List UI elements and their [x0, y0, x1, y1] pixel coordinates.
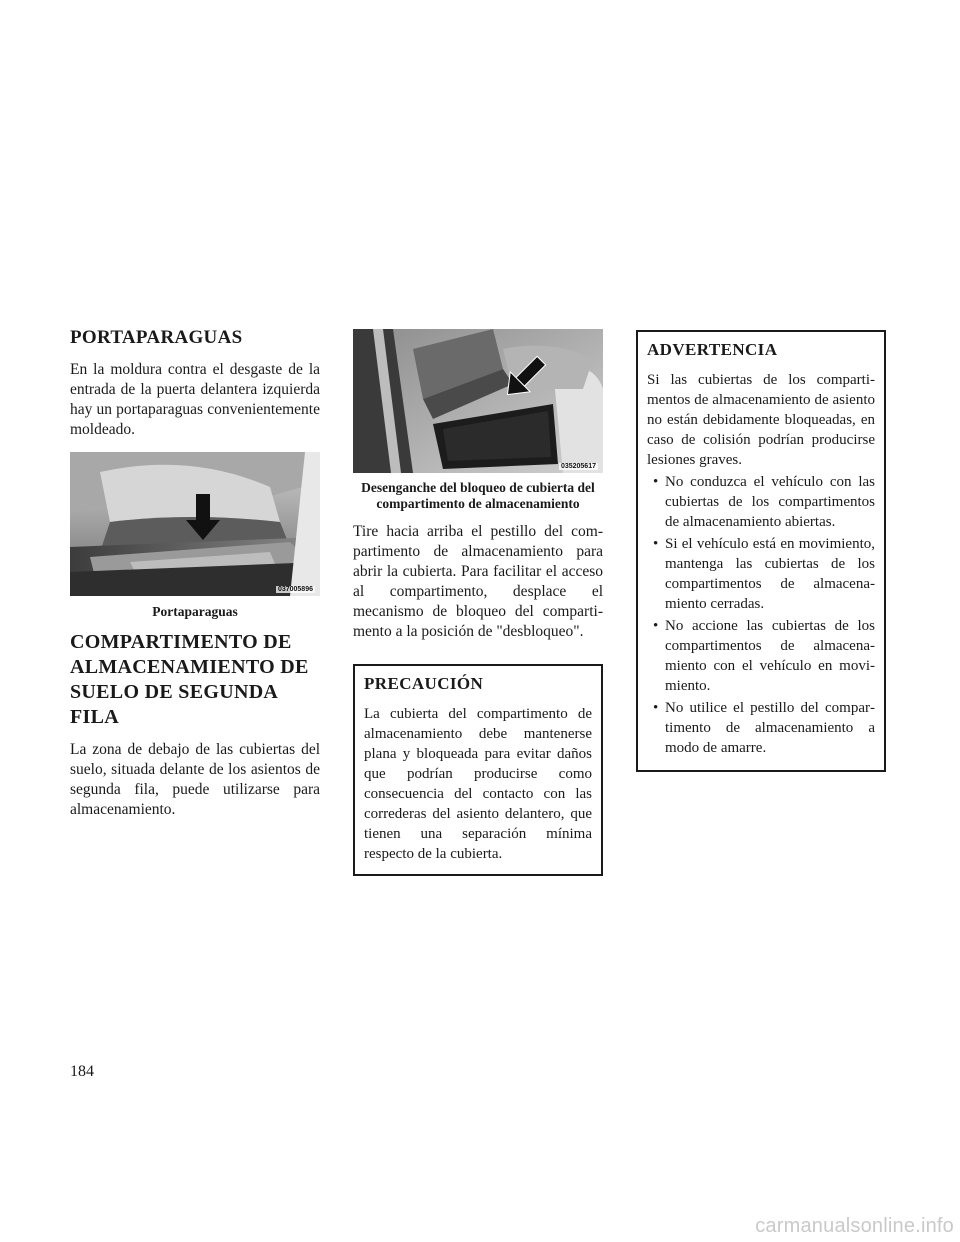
figure-umbrella-holder: [70, 452, 320, 596]
list-item: • No utilice el pestillo del compartimento de almacenamiento a modo de amarre.: [653, 700, 875, 756]
warning-title: ADVERTENCIA: [647, 340, 778, 359]
caution-title: PRECAUCIÓN: [364, 674, 484, 693]
warning-intro: Si las cubiertas de los compartimentos de almacenamiento de asiento no están debidamente bloqueadas, en caso de colisión podrían producirse lesiones graves.: [647, 372, 875, 468]
column-middle: [353, 326, 603, 876]
bullet-icon: •: [653, 474, 659, 490]
paragraph-portaparaguas: En la moldura contra el desgaste de la entrada de la puerta delantera izquierda hay un portaparaguas convenientemente moldeado.: [70, 361, 320, 438]
umbrella-holder-photo: [70, 452, 320, 596]
column-left: [70, 326, 320, 820]
figure-code: 037005896: [277, 586, 313, 593]
heading-portaparaguas: PORTAPARAGUAS: [70, 327, 243, 348]
figure-code: 035205617: [560, 463, 596, 470]
figure-storage-latch: [353, 329, 603, 473]
list-item: • No conduzca el vehículo con las cubiertas de los compartimentos de almacenamiento abiertas.: [653, 474, 875, 530]
storage-latch-photo: [353, 329, 603, 473]
warning-box: [636, 330, 886, 772]
paragraph-compartimento: La zona de debajo de las cubiertas del suelo, situada delante de los asientos de segunda fila, puede utilizarse para almacenamiento.: [70, 741, 320, 818]
caption-portaparaguas: Portaparaguas: [152, 604, 238, 619]
paragraph-pestillo: Tire hacia arriba el pestillo del compartimento de almacenamiento para abrir la cubierta. Para facilitar el acceso al compartimento, desplace el mecanismo de bloqueo del compartimento a la posición de "desbloqueo".: [353, 523, 603, 640]
bullet-icon: •: [653, 618, 659, 634]
column-right: [636, 326, 886, 772]
caution-box: [353, 664, 603, 876]
bullet-icon: •: [653, 700, 659, 716]
list-item: • Si el vehículo está en movimiento, mantenga las cubiertas de los compartimentos de almacenamiento cerradas.: [653, 536, 875, 612]
caution-text: La cubierta del compartimento de almacenamiento debe mantenerse plana y bloqueada para evitar daños que podrían producirse como consecuencia del contacto con las correderas del asiento delantero, que tienen una separación mínima respecto de la cubierta.: [364, 706, 592, 862]
page-number: 184: [70, 1063, 94, 1080]
list-item: • No accione las cubiertas de los compartimentos de almacenamiento con el vehículo en movimiento.: [653, 618, 875, 694]
heading-compartimento: COMPARTIMENTO DE ALMACENAMIENTO DE SUELO DE SEGUNDA FILA: [70, 631, 309, 728]
warning-list: [647, 472, 875, 758]
caption-desenganche: Desenganche del bloqueo de cubierta del compartimento de almacenamiento: [361, 480, 595, 511]
watermark[interactable]: carmanualsonline.info: [755, 1215, 954, 1237]
bullet-icon: •: [653, 536, 659, 552]
